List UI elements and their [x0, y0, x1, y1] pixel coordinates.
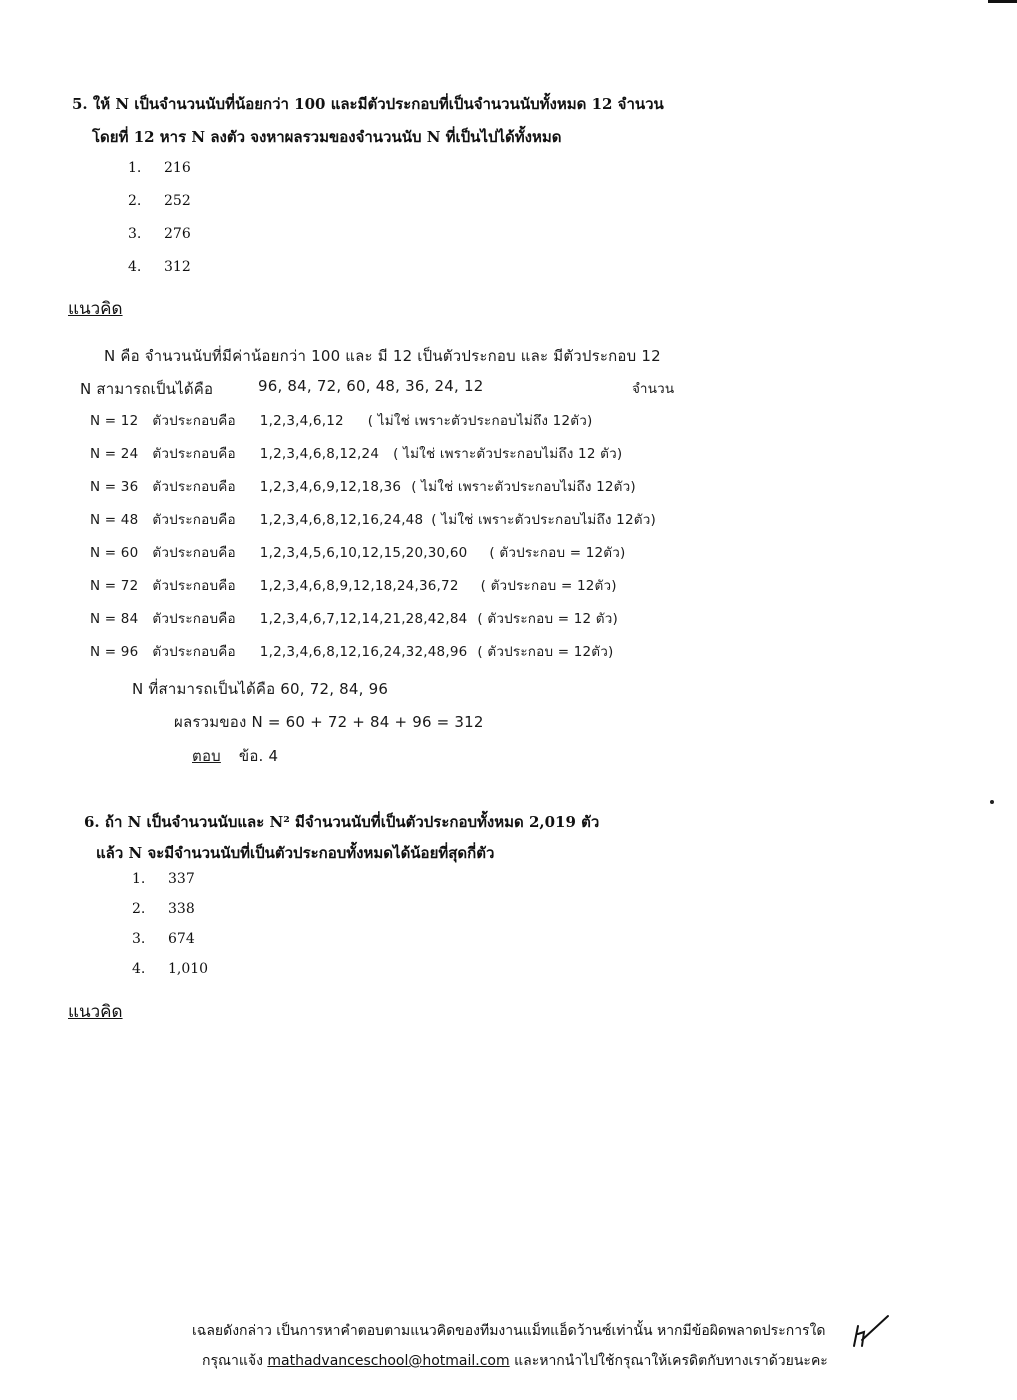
solution-intro-1: N คือ จำนวนนับที่มีค่าน้อยกว่า 100 และ มี 12 เป็นตัวประกอบ และ มีตัวประกอบ 12	[104, 347, 661, 365]
q6-solution-heading: แนวคิด	[68, 1002, 123, 1022]
solution-row: N = 72 ตัวประกอบคือ 1,2,3,4,6,8,9,12,18,24,36,72 ( ตัวประกอบ = 12ตัว)	[90, 578, 617, 594]
solution-answer	[192, 744, 278, 768]
solution-sum: ผลรวมของ N = 60 + 72 + 84 + 96 = 312	[174, 713, 484, 731]
solution-row: N = 36 ตัวประกอบคือ 1,2,3,4,6,9,12,18,36 ( ไม่ใช่ เพราะตัวประกอบไม่ถึง 12ตัว)	[90, 479, 636, 495]
signature-mark	[848, 1312, 894, 1350]
solution-intro-2c: จำนวน	[632, 381, 675, 397]
solution-row: N = 12 ตัวประกอบคือ 1,2,3,4,6,12 ( ไม่ใช่ เพราะตัวประกอบไม่ถึง 12ตัว)	[90, 413, 593, 429]
answer-value: ข้อ. 4	[238, 747, 279, 765]
q6-line1: 6. ถ้า N เป็นจำนวนนับและ N² มีจำนวนนับที่เป็นตัวประกอบทั้งหมด 2,019 ตัว	[84, 813, 600, 831]
solution-row: N = 48 ตัวประกอบคือ 1,2,3,4,6,8,12,16,24,48 ( ไม่ใช่ เพราะตัวประกอบไม่ถึง 12ตัว)	[90, 512, 656, 528]
solution-row: N = 84 ตัวประกอบคือ 1,2,3,4,6,7,12,14,21,28,42,84 ( ตัวประกอบ = 12 ตัว)	[90, 611, 619, 627]
solution-row: N = 96 ตัวประกอบคือ 1,2,3,4,6,8,12,16,24,32,48,96 ( ตัวประกอบ = 12ตัว)	[90, 644, 614, 660]
solution-intro-2a: N สามารถเป็นได้คือ	[80, 380, 214, 398]
footer-line-2: กรุณาแจ้ง mathadvanceschool@hotmail.com และหากนำไปใช้กรุณาให้เครดิตกับทางเราด้วยนะคะ	[202, 1353, 828, 1369]
top-edge-mark	[988, 0, 1017, 3]
solution-row: N = 60 ตัวประกอบคือ 1,2,3,4,5,6,10,12,15,20,30,60 ( ตัวประกอบ = 12ตัว)	[90, 545, 626, 561]
solution-intro-2b: 96, 84, 72, 60, 48, 36, 24, 12	[258, 377, 484, 395]
q5-line2: โดยที่ 12 หาร N ลงตัว จงหาผลรวมของจำนวนนับ N ที่เป็นไปได้ทั้งหมด	[92, 128, 562, 146]
q5-choice-1: 1. 216	[128, 160, 191, 176]
q6-choice-3: 3. 674	[132, 931, 195, 947]
q6-choice-1: 1. 337	[132, 871, 195, 887]
answer-label: ตอบ	[192, 747, 221, 765]
q5-choice-4: 4. 312	[128, 259, 191, 275]
q6-choice-2: 2. 338	[132, 901, 195, 917]
contact-email-link[interactable]: mathadvanceschool@hotmail.com	[267, 1353, 510, 1369]
q5-choice-2: 2. 252	[128, 193, 191, 209]
footer-line-1: เฉลยดังกล่าว เป็นการหาคำตอบตามแนวคิดของทีมงานแม็ทแอ็ดว้านซ์เท่านั้น หากมีข้อผิดพลาดประการใด	[192, 1323, 826, 1339]
solution-row: N = 24 ตัวประกอบคือ 1,2,3,4,6,8,12,24 ( ไม่ใช่ เพราะตัวประกอบไม่ถึง 12 ตัว)	[90, 446, 623, 462]
q6-line2: แล้ว N จะมีจำนวนนับที่เป็นตัวประกอบทั้งหมดได้น้อยที่สุดกี่ตัว	[96, 844, 495, 862]
q6-choice-4: 4. 1,010	[132, 961, 209, 977]
q5-choice-3: 3. 276	[128, 226, 191, 242]
solution-possible-values: N ที่สามารถเป็นได้คือ 60, 72, 84, 96	[132, 680, 389, 698]
q5-line1: 5. ให้ N เป็นจำนวนนับที่น้อยกว่า 100 และมีตัวประกอบที่เป็นจำนวนนับทั้งหมด 12 จำนวน	[72, 95, 664, 113]
stray-mark	[990, 800, 994, 804]
q5-solution-heading: แนวคิด	[68, 299, 123, 319]
